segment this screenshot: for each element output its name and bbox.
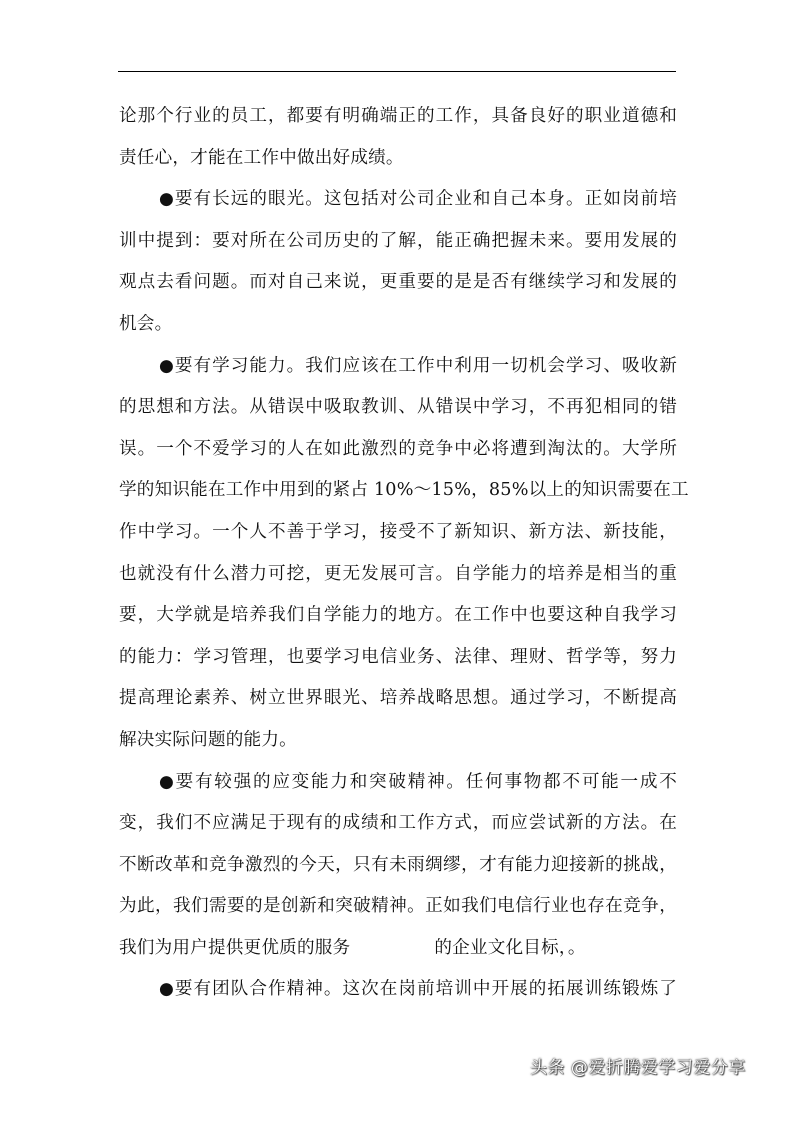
text-line: 责任心，才能在工作中做出好成绩。 — [119, 147, 404, 168]
text-line: 训中提到：要对所在公司历史的了解，能正确把握未来。要用发展的 — [119, 230, 677, 251]
text-line: 也就没有什么潜力可挖，更无发展可言。自学能力的培养是相当的重 — [119, 563, 677, 584]
text-span: 要有较强的应变能力和突破精神。任何事物都不可能一成不 — [175, 771, 677, 792]
text-line: 观点去看问题。而对自己来说，更重要的是是否有继续学习和发展的 — [119, 272, 677, 293]
bullet-icon: ● — [159, 771, 176, 792]
text-line: 误。一个不爱学习的人在如此激烈的竞争中必将遭到淘汰的。大学所 — [119, 438, 677, 459]
text-line: 机会。 — [119, 313, 173, 334]
text-line: 的能力：学习管理，也要学习电信业务、法律、理财、哲学等，努力 — [119, 646, 677, 667]
text-line: 要，大学就是培养我们自学能力的地方。在工作中也要这种自我学习 — [119, 605, 677, 626]
text-line-with-gap — [119, 928, 677, 970]
bullet-heading-line — [119, 179, 677, 221]
header-rule — [118, 71, 676, 72]
text-line: 学的知识能在工作中用到的紧占 10%～15%，85%以上的知识需要在工 — [119, 480, 689, 501]
document-body — [119, 96, 689, 1011]
text-line: 提高理论素养、树立世界眼光、培养战略思想。通过学习，不断提高 — [119, 688, 677, 709]
text-span: 我们为用户提供更优质的服务 — [119, 937, 351, 958]
bullet-heading-line — [119, 346, 677, 388]
text-line: 不断改革和竞争激烈的今天，只有未雨绸缪，才有能力迎接新的挑战， — [119, 854, 677, 875]
bullet-icon: ● — [159, 189, 175, 210]
text-span: 要有团队合作精神。这次在岗前培训中开展的拓展训练锻炼了 — [174, 979, 677, 1000]
text-line: 解决实际问题的能力。 — [119, 729, 297, 750]
text-line: 为此，我们需要的是创新和突破精神。正如我们电信行业也存在竞争， — [119, 896, 677, 917]
bullet-icon: ● — [159, 355, 175, 376]
bullet-heading-line — [119, 762, 677, 804]
watermark: 头条 @爱折腾爱学习爱分享 — [530, 1058, 746, 1078]
text-span: 要有长远的眼光。这包括对公司企业和自己本身。正如岗前培 — [174, 189, 677, 210]
text-span: 要有学习能力。我们应该在工作中利用一切机会学习、吸收新 — [174, 355, 677, 376]
text-line: 变，我们不应满足于现有的成绩和工作方式，而应尝试新的方法。在 — [119, 813, 677, 834]
text-span: 的企业文化目标，。 — [434, 937, 586, 958]
bullet-icon: ● — [159, 979, 175, 1000]
text-line: 的思想和方法。从错误中吸取教训、从错误中学习，不再犯相同的错 — [119, 397, 677, 418]
bullet-heading-line — [119, 969, 677, 1011]
text-line: 论那个行业的员工，都要有明确端正的工作，具备良好的职业道德和 — [119, 106, 677, 126]
text-line: 作中学习。一个人不善于学习，接受不了新知识、新方法、新技能， — [119, 521, 677, 542]
